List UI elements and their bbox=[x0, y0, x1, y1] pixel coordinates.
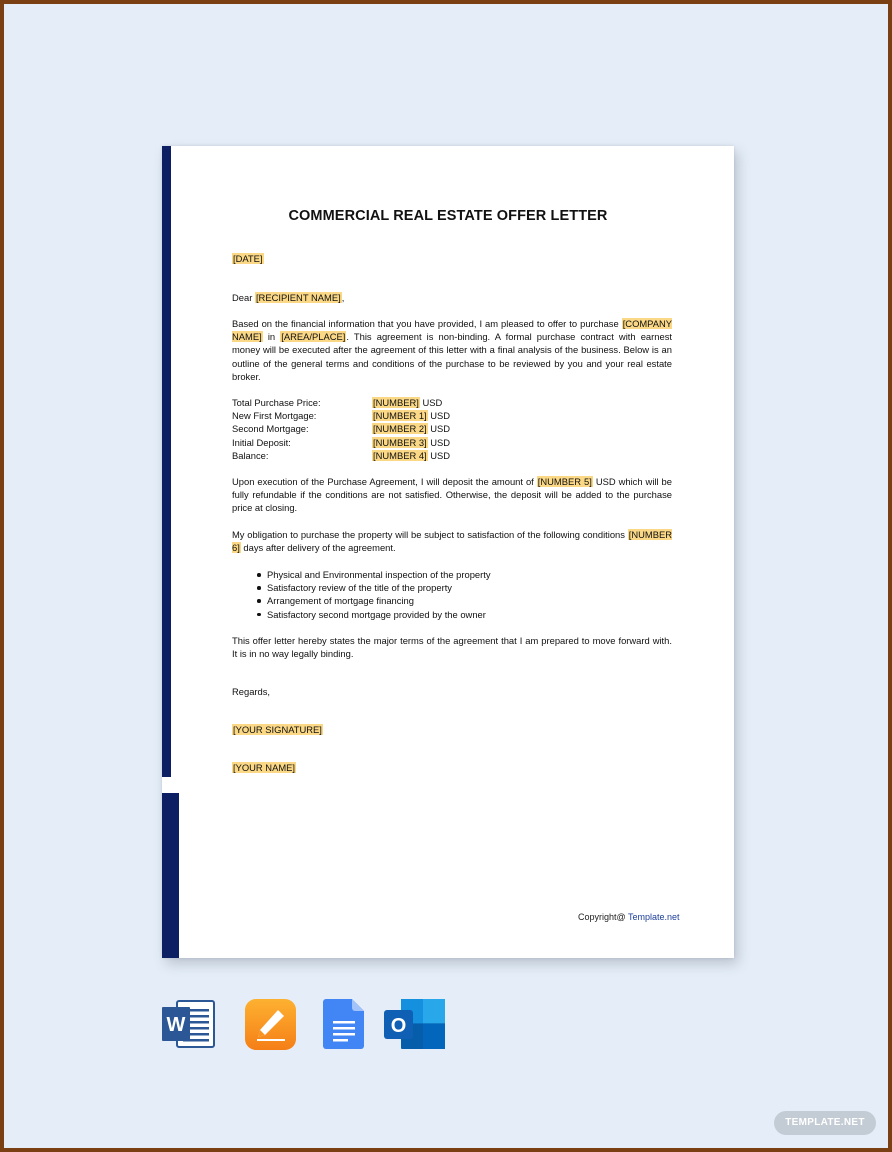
term-value: [NUMBER] bbox=[373, 397, 419, 408]
name-placeholder: [YOUR NAME] bbox=[233, 762, 295, 773]
google-docs-icon[interactable] bbox=[323, 999, 365, 1049]
deposit-amount-placeholder: [NUMBER 5] bbox=[537, 476, 592, 487]
name-line bbox=[232, 761, 672, 774]
copyright-note: Copyright@ Template.net bbox=[578, 912, 680, 922]
microsoft-word-icon[interactable] bbox=[162, 999, 216, 1049]
term-row: Second Mortgage: [NUMBER 2] USD bbox=[232, 423, 451, 435]
intro-paragraph: Based on the financial information that you have provided, I am pleased to offer to purchase [COMPANY NAME] in [AREA/PLACE]. This agreement is non-binding. A formal purchase contract with earnest money will be executed after the agreement of this letter with a final analysis of the business. Below is an outline of the general terms and conditions of the purchase to be reviewed by you and your real estate broker. bbox=[232, 318, 672, 382]
company-placeholder: [COMPANY NAME] bbox=[232, 318, 672, 343]
conditions-list bbox=[232, 568, 672, 621]
term-value: [NUMBER 3] bbox=[373, 436, 427, 448]
place-placeholder: [AREA/PLACE] bbox=[281, 331, 346, 343]
term-label: Second Mortgage: bbox=[232, 423, 309, 435]
term-row: Initial Deposit: [NUMBER 3] USD bbox=[232, 436, 451, 448]
days-placeholder: [NUMBER 6] bbox=[232, 529, 672, 554]
microsoft-outlook-icon[interactable] bbox=[384, 999, 445, 1049]
template-net-watermark: TEMPLATE.NET bbox=[774, 1111, 876, 1135]
term-row: Balance: [NUMBER 4] USD bbox=[232, 449, 451, 461]
closing-paragraph: This offer letter hereby states the major terms of the agreement that I am prepared to move forward with. It is in no way legally binding. bbox=[232, 635, 672, 660]
term-label: New First Mortgage: bbox=[232, 410, 317, 422]
term-value: [NUMBER 2] bbox=[373, 423, 427, 435]
copyright-brand: Template.net bbox=[628, 912, 680, 922]
accent-bar-top bbox=[162, 146, 171, 777]
recipient-placeholder: [RECIPIENT NAME] bbox=[255, 292, 341, 303]
term-value: [NUMBER 1] bbox=[373, 410, 427, 422]
term-label: Total Purchase Price: bbox=[232, 397, 321, 408]
term-value: [NUMBER 4] bbox=[373, 449, 427, 461]
document-title: COMMERCIAL REAL ESTATE OFFER LETTER bbox=[288, 208, 608, 224]
list-item: Satisfactory review of the title of the property bbox=[267, 581, 672, 594]
signature-line bbox=[232, 723, 672, 736]
term-row: New First Mortgage: [NUMBER 1] USD bbox=[232, 410, 451, 422]
list-item: Arrangement of mortgage financing bbox=[267, 594, 672, 607]
deposit-paragraph: Upon execution of the Purchase Agreement, I will deposit the amount of [NUMBER 5] USD which will be fully refundable if the conditions are not satisfied. Otherwise, the deposit will be added to the purchase price at closing. bbox=[232, 476, 672, 514]
apple-pages-icon[interactable] bbox=[245, 999, 296, 1050]
document-preview bbox=[162, 146, 734, 958]
accent-bar-bottom bbox=[162, 793, 179, 958]
obligation-paragraph: My obligation to purchase the property will be subject to satisfaction of the following conditions [NUMBER 6] days after delivery of the agreement. bbox=[232, 529, 672, 554]
term-row: Total Purchase Price: [NUMBER] USD bbox=[232, 397, 443, 408]
term-label: Balance: bbox=[232, 449, 269, 461]
signature-placeholder: [YOUR SIGNATURE] bbox=[233, 724, 322, 735]
term-label: Initial Deposit: bbox=[232, 436, 291, 448]
svg-text:O: O bbox=[390, 1015, 407, 1037]
terms-list bbox=[232, 396, 672, 462]
date-placeholder: [DATE] bbox=[233, 253, 263, 264]
date-line bbox=[232, 252, 672, 265]
salutation: Dear [RECIPIENT NAME], bbox=[232, 292, 345, 303]
regards-line: Regards, bbox=[232, 686, 271, 697]
list-item: Satisfactory second mortgage provided by the owner bbox=[267, 608, 672, 621]
svg-text:W: W bbox=[166, 1014, 186, 1036]
list-item: Physical and Environmental inspection of the property bbox=[267, 568, 672, 581]
